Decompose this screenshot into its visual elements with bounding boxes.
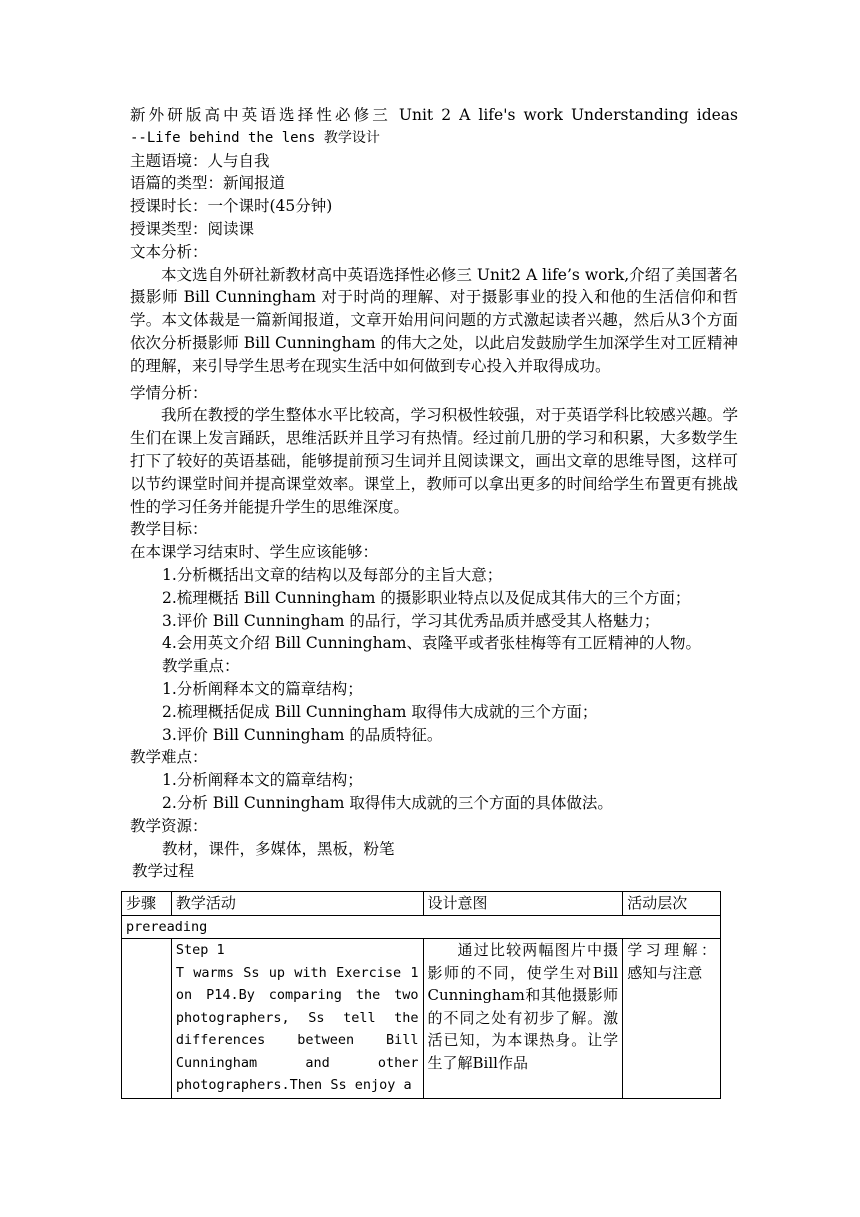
header-step: 步骤 [122, 892, 172, 916]
intent-cell: 通过比较两幅图片中摄影师的不同，使学生对Bill Cunningham和其他摄影师的不同之处有初步了解。激活已知，为本课热身。让学生了解Bill作品 [423, 939, 623, 1099]
step-title: Step 1 [175, 942, 225, 958]
theme-line: 主题语境：人与自我 [130, 151, 270, 170]
resources-body: 教材，课件，多媒体，黑板，粉笔 [162, 839, 395, 858]
activity-text: T warms Ss up with Exercise 1 on P14.By comparing the two photographers, Ss tell the differences between Bill Cunningham and other photographers.Then Ss enjoy a [175, 964, 419, 1093]
table-header-row [122, 892, 721, 916]
objective-item: 4.会用英文介绍 Bill Cunningham、袁隆平或者张桂梅等有工匠精神的人物。 [162, 634, 701, 653]
document-body [130, 104, 738, 883]
activity-cell [171, 939, 423, 1099]
header-activity: 教学活动 [171, 892, 423, 916]
student-analysis-body: 我所在教授的学生整体水平比较高，学习积极性较强，对于英语学科比较感兴趣。学生们在课上发言踊跃，思维活跃并且学习有热情。经过前几册的学习和积累，大多数学生打下了较好的英语基础，能够提前预习生词并且阅读课文，画出文章的思维导图，这样可以节约课堂时间并提高课堂效率。课堂上，教师可以拿出更多的时间给学生布置更有挑战性的学习任务并能提升学生的思维深度。 [130, 406, 738, 516]
key-point-item: 1.分析阐释本文的篇章结构； [162, 679, 363, 698]
duration-line: 授课时长：一个课时(45分钟) [130, 197, 333, 216]
key-point-item: 2.梳理概括促成 Bill Cunningham 取得伟大成就的三个方面； [162, 702, 598, 721]
resources-heading: 教学资源： [130, 816, 208, 835]
objective-item: 2.梳理概括 Bill Cunningham 的摄影职业特点以及促成其伟大的三个方面； [162, 588, 691, 607]
student-analysis-heading: 学情分析： [130, 383, 208, 402]
key-points-heading: 教学重点： [162, 657, 240, 676]
key-point-item: 3.评价 Bill Cunningham 的品质特征。 [162, 725, 443, 744]
teaching-process-table [121, 891, 721, 1099]
stage-label: prereading [122, 915, 721, 939]
objective-item: 3.评价 Bill Cunningham 的品行，学习其优秀品质并感受其人格魅力； [162, 611, 660, 630]
objective-item: 1.分析概括出文章的结构以及每部分的主旨大意； [162, 565, 503, 584]
text-analysis-body: 本文选自外研社新教材高中英语选择性必修三 Unit2 A life’s work,介绍了美国著名摄影师 Bill Cunningham 对于时尚的理解、对于摄影事业的投入和他的生活信仰和哲学。本文体裁是一篇新闻报道，文章开始用问问题的方式激起读者兴趣，然后从3个方面依次分析摄影师 Bill Cunningham 的伟大之处，以此启发鼓励学生加深学生对工匠精神的理解，来引导学生思考在现实生活中如何做到专心投入并取得成功。 [130, 265, 738, 375]
objectives-heading: 教学目标： [130, 520, 208, 539]
doc-title-line1: 新外研版高中英语选择性必修三 Unit 2 A life's work Understanding ideas [130, 106, 738, 124]
table-stage-row [122, 915, 721, 939]
header-intent: 设计意图 [423, 892, 623, 916]
text-analysis-heading: 文本分析： [130, 242, 208, 261]
table-row [122, 939, 721, 1099]
step-cell [122, 939, 172, 1099]
difficulty-item: 1.分析阐释本文的篇章结构； [162, 771, 363, 790]
lesson-type-line: 授课类型：阅读课 [130, 219, 255, 238]
header-level: 活动层次 [623, 892, 721, 916]
difficulties-heading: 教学难点： [130, 748, 208, 767]
doc-title-line2: --Life behind the lens 教学设计 [130, 129, 380, 146]
process-heading: 教学过程 [132, 862, 195, 881]
genre-line: 语篇的类型：新闻报道 [130, 174, 286, 193]
objectives-intro: 在本课学习结束时、学生应该能够： [130, 543, 379, 562]
difficulty-item: 2.分析 Bill Cunningham 取得伟大成就的三个方面的具体做法。 [162, 793, 613, 812]
level-cell: 学习理解：感知与注意 [623, 939, 721, 1099]
